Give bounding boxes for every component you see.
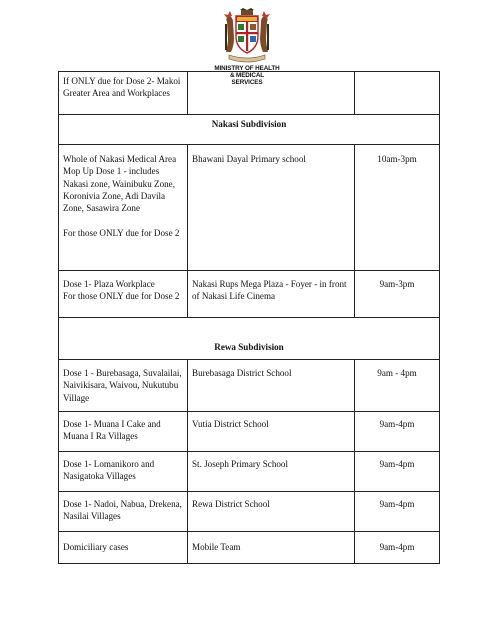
area-cell: Dose 1- Muana I Cake and Muana I Ra Villages: [59, 412, 188, 452]
venue-cell: [188, 72, 355, 115]
venue-cell: Mobile Team: [188, 532, 355, 564]
table-row: [59, 412, 440, 452]
area-paragraph: For those ONLY due for Dose 2: [63, 227, 180, 238]
vaccination-schedule-table: [58, 71, 440, 564]
venue-cell: Vutia District School: [188, 412, 355, 452]
time-cell: 9am - 4pm: [355, 360, 440, 412]
venue-cell: Nakasi Rups Mega Plaza - Foyer - in front of Nakasi Life Cinema: [188, 271, 355, 318]
table-row: [59, 452, 440, 492]
section-heading-row: [59, 115, 440, 145]
venue-cell: Burebasaga District School: [188, 360, 355, 412]
area-paragraph: For those ONLY due for Dose 2: [63, 291, 180, 302]
venue-cell: Rewa District School: [188, 492, 355, 532]
time-cell: 9am-4pm: [355, 532, 440, 564]
logo-line-2: & MEDICAL SERVICES: [229, 72, 265, 86]
time-cell: 9am-4pm: [355, 452, 440, 492]
time-cell: 9am-3pm: [355, 271, 440, 318]
area-cell: [59, 145, 188, 271]
table-row: [59, 492, 440, 532]
table-row: [59, 360, 440, 412]
table-row: [59, 145, 440, 271]
time-cell: 9am-4pm: [355, 492, 440, 532]
area-cell: [59, 271, 188, 318]
nakasi-subdivision-heading: Nakasi Subdivision: [59, 115, 440, 145]
logo-line-1: MINISTRY OF HEALTH: [214, 65, 280, 72]
table-row: [59, 532, 440, 564]
coat-of-arms-icon: [223, 8, 271, 64]
time-cell: 9am-4pm: [355, 412, 440, 452]
area-cell: Dose 1- Nadoi, Nabua, Drekena, Nasilai Villages: [59, 492, 188, 532]
table-row: [59, 72, 440, 115]
venue-cell: Bhawani Dayal Primary school: [188, 145, 355, 271]
area-cell: Dose 1 - Burebasaga, Suvalailai, Naivikisara, Waivou, Nukutubu Village: [59, 360, 188, 412]
area-paragraph: Whole of Nakasi Medical Area Mop Up Dose 1 - includes Nakasi zone, Wainibuku Zone, Koronivia Zone, Adi Davila Zone, Sasawira Zone: [63, 154, 177, 214]
area-cell: If ONLY due for Dose 2- Makoi Greater Area and Workplaces: [59, 72, 188, 115]
area-cell: Domiciliary cases: [59, 532, 188, 564]
time-cell: 10am-3pm: [355, 145, 440, 271]
area-paragraph: Dose 1- Plaza Workplace: [63, 279, 155, 289]
venue-cell: St. Joseph Primary School: [188, 452, 355, 492]
area-cell: Dose 1- Lomanikoro and Nasigatoka Villages: [59, 452, 188, 492]
section-heading-row: [59, 318, 440, 360]
rewa-subdivision-heading: Rewa Subdivision: [59, 318, 440, 360]
time-cell: [355, 72, 440, 115]
table-row: [59, 271, 440, 318]
